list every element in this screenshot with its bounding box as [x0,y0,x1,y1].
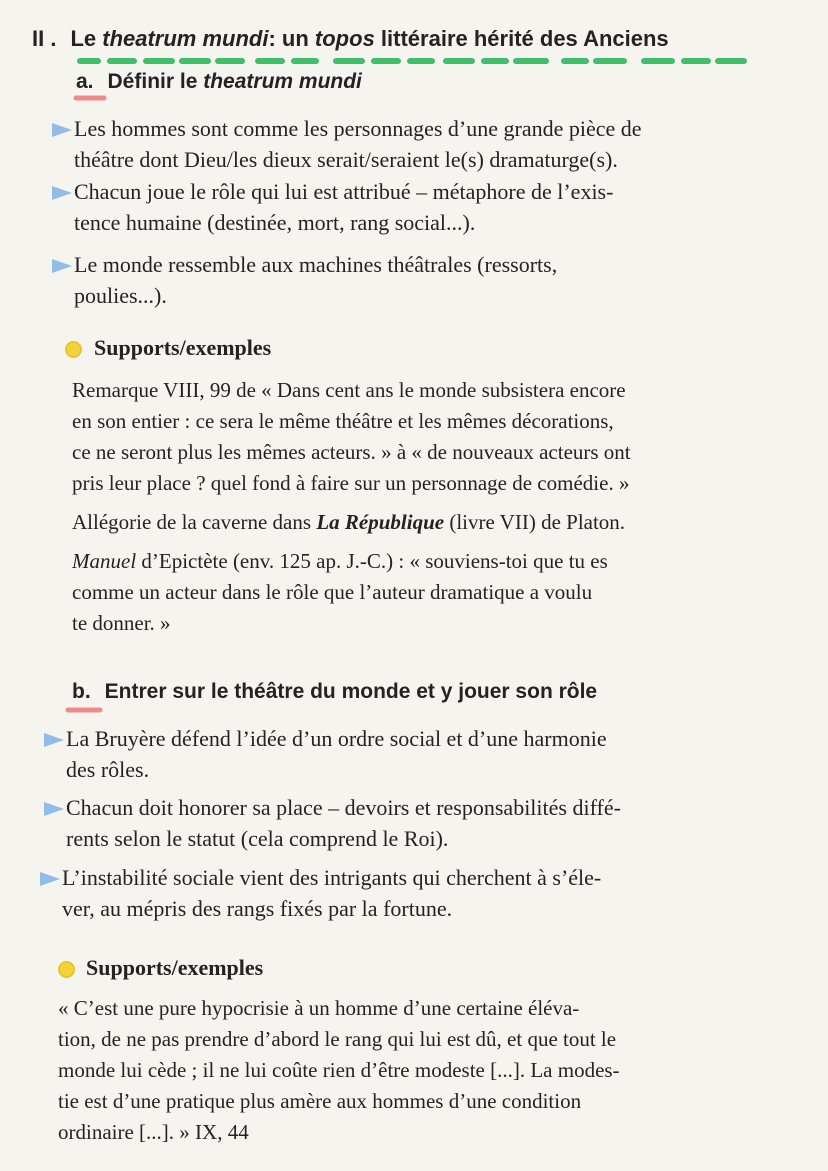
red-underline-mark [64,706,104,714]
blue-arrow-bullet-icon [50,184,74,202]
blue-arrow-bullet-icon [42,731,66,749]
bullet-item: Chacun doit honorer sa place – devoirs et responsabilités diffé- rents selon le statut (cela comprend le Roi). [66,795,621,851]
yellow-dot-icon [58,961,75,978]
subsection-a-heading: a. Définir le theatrum mundi [76,70,362,93]
example-paragraph: Remarque VIII, 99 de « Dans cent ans le monde subsistera encore en son entier : ce sera le même théâtre et les mêmes décorations, ce ne seront plus les mêmes acteurs. » à « de nouveaux acteurs ont pris leur place ? quel fond à faire sur un personnage de comédie. » [72,378,631,495]
quote-paragraph: « C’est une pure hypocrisie à un homme d’une certaine éléva- tion, de ne pas prendre d’abord le rang qui lui est dû, et que tout le monde lui cède ; il ne lui coûte rien d’être modeste [...]. La modes- tie est d’une pratique plus amère aux hommes d’une condition ordinaire [...]. » IX, 44 [58,996,620,1144]
section-heading: II . Le theatrum mundi: un topos littéraire hérité des Anciens [32,26,669,51]
blue-arrow-bullet-icon [50,121,74,139]
section-number: II . [32,26,57,51]
example-paragraph: Allégorie de la caverne dans La République (livre VII) de Platon. [72,510,626,534]
bullet-item: La Bruyère défend l’idée d’un ordre social et d’une harmonie des rôles. [66,726,607,782]
blue-arrow-bullet-icon [42,800,66,818]
blue-arrow-bullet-icon [50,257,74,275]
supports-label: Supports/exemples [94,335,272,360]
blue-arrow-bullet-icon [38,870,62,888]
bullet-item: Le monde ressemble aux machines théâtrales (ressorts, poulies...). [74,252,558,308]
yellow-dot-icon [65,341,82,358]
subsection-b-heading: b. Entrer sur le théâtre du monde et y jouer son rôle [72,680,598,703]
bullet-item: Les hommes sont comme les personnages d’une grande pièce de théâtre dont Dieu/les dieux serait/seraient le(s) dramaturge(s). [74,116,642,172]
green-dashed-underline [76,57,748,65]
supports-label: Supports/exemples [86,955,264,980]
example-paragraph: Manuel d’Epictète (env. 125 ap. J.-C.) : « souviens-toi que tu es comme un acteur dans le rôle que l’auteur dramatique a voulu te donner. » [72,549,608,635]
red-underline-mark [72,94,108,102]
bullet-item: Chacun joue le rôle qui lui est attribué – métaphore de l’exis- tence humaine (destinée, mort, rang social...). [74,179,614,235]
bullet-item: L’instabilité sociale vient des intrigants qui cherchent à s’éle- ver, au mépris des rangs fixés par la fortune. [62,865,602,921]
